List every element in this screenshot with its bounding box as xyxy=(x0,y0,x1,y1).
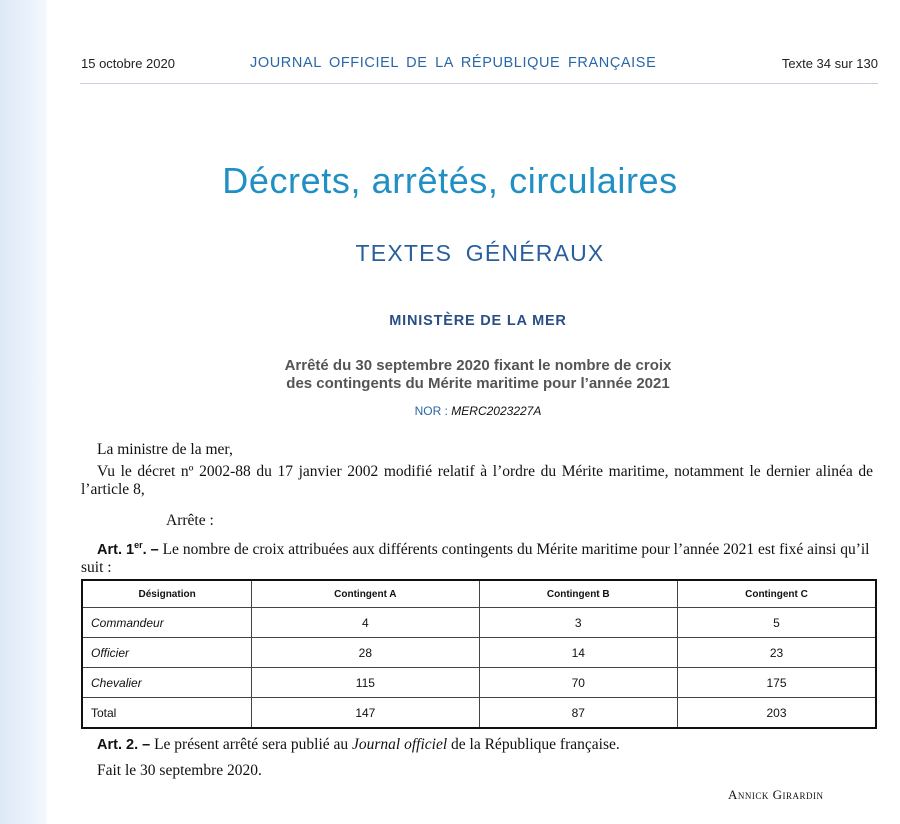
table-cell: 23 xyxy=(678,638,877,668)
table-cell: 175 xyxy=(678,668,877,698)
header-text-number: Texte 34 sur 130 xyxy=(781,56,878,71)
table-row-total xyxy=(82,698,876,729)
signature: Annick Girardin xyxy=(728,787,824,802)
table-cell: 70 xyxy=(479,668,677,698)
header-journal-title: JOURNAL OFFICIEL DE LA RÉPUBLIQUE FRANÇAISE xyxy=(250,55,657,71)
nor-reference xyxy=(0,404,900,418)
table-cell: 203 xyxy=(678,698,877,729)
table-cell: 4 xyxy=(252,608,479,638)
table-cell: 87 xyxy=(479,698,677,729)
article-1-label-text: Art. 1 xyxy=(97,541,135,558)
table-cell-designation: Officier xyxy=(82,638,252,668)
table-cell: 3 xyxy=(479,608,677,638)
table-header-row xyxy=(82,580,876,608)
table-cell-designation: Total xyxy=(82,698,252,729)
table-row xyxy=(82,638,876,668)
table-header-cell: Contingent B xyxy=(479,580,677,608)
article-1 xyxy=(81,536,873,577)
article-2-label: Art. 2. – xyxy=(97,737,151,753)
paragraph-vu-decret: Vu le décret nº 2002-88 du 17 janvier 2002 modifié relatif à l’ordre du Mérite maritime, notamment le dernier alinéa de l’article 8, xyxy=(81,463,873,498)
table-cell: 14 xyxy=(479,638,677,668)
article-1-label-dash: . – xyxy=(142,541,159,558)
table-row xyxy=(82,608,876,638)
arrete-title xyxy=(0,357,900,393)
table-header-cell: Contingent A xyxy=(252,580,479,608)
paragraph-ministre: La ministre de la mer, xyxy=(97,441,233,458)
table-header-cell: Désignation xyxy=(82,580,252,608)
table-cell-designation: Chevalier xyxy=(82,668,252,698)
ministry-name: MINISTÈRE DE LA MER xyxy=(389,313,567,329)
table-header-cell: Contingent C xyxy=(678,580,877,608)
nor-value: MERC2023227A xyxy=(451,404,542,418)
article-1-text: Le nombre de croix attribuées aux différents contingents du Mérite maritime pour l’année 2021 est fixé ainsi qu’il suit : xyxy=(81,540,870,576)
table-cell-designation: Commandeur xyxy=(82,608,252,638)
article-2 xyxy=(97,736,620,754)
article-1-label-sup: er xyxy=(134,540,143,550)
paragraph-arrete: Arrête : xyxy=(166,512,214,529)
sub-title: TEXTES GÉNÉRAUX xyxy=(355,240,605,266)
header-rule xyxy=(80,83,878,84)
contingents-table xyxy=(81,579,877,729)
table-cell: 28 xyxy=(252,638,479,668)
table-cell: 5 xyxy=(678,608,877,638)
table-row xyxy=(82,668,876,698)
article-2-text-a: Le présent arrêté sera publié au xyxy=(150,736,353,753)
article-2-text-italic: Journal officiel xyxy=(352,736,448,753)
table-cell: 147 xyxy=(252,698,479,729)
fait-date: Fait le 30 septembre 2020. xyxy=(97,762,262,779)
article-1-label xyxy=(97,542,159,558)
header-date: 15 octobre 2020 xyxy=(81,56,175,71)
nor-label: NOR : xyxy=(414,404,452,418)
arrete-title-line1: Arrêté du 30 septembre 2020 fixant le nombre de croix xyxy=(284,357,672,374)
section-title: Décrets, arrêtés, circulaires xyxy=(222,160,678,201)
table-cell: 115 xyxy=(252,668,479,698)
article-2-text-b: de la République française. xyxy=(447,736,620,753)
arrete-title-line2: des contingents du Mérite maritime pour l’année 2021 xyxy=(286,375,670,392)
